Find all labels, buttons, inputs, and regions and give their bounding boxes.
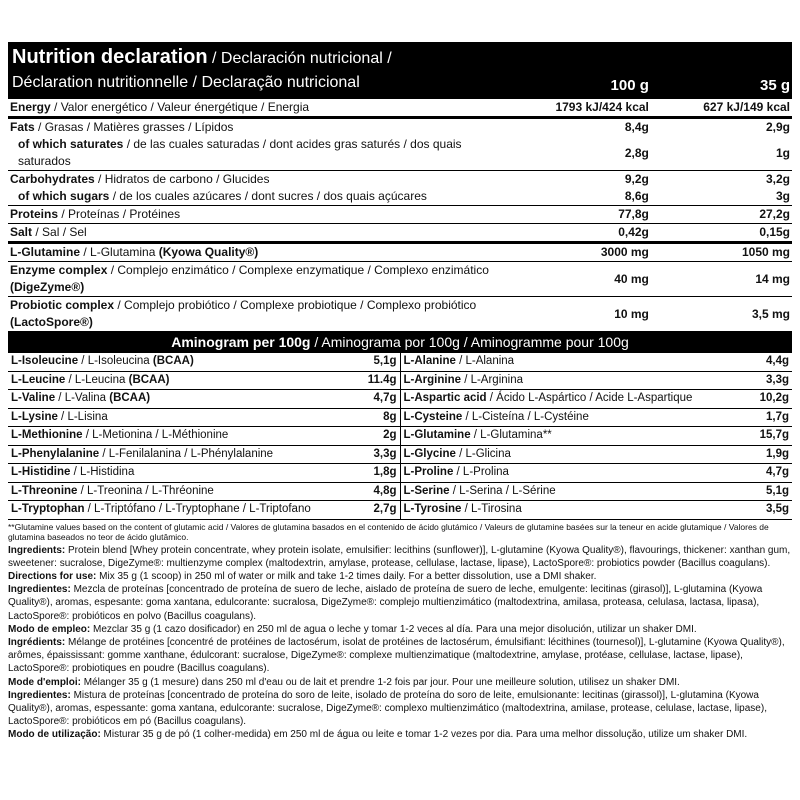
amino-name: L-Tyrosine xyxy=(403,503,462,515)
saturates-100g: 2,8g xyxy=(624,145,649,160)
aminogram-row xyxy=(8,463,400,482)
amino-name: L-Valine xyxy=(11,392,56,404)
row-sugars xyxy=(8,188,792,206)
title-bold: Nutrition declaration xyxy=(12,46,208,68)
paragraph-label: Ingredients: xyxy=(8,544,66,556)
aminogram-row xyxy=(401,426,793,445)
paragraph-text: Mix 35 g (1 scoop) in 250 ml of water or milk and take 1-2 times daily. For a better dissolution, use a DMI shaker. xyxy=(96,570,597,582)
ingredient-paragraph xyxy=(8,570,792,583)
probiotic-translations: / Complejo probiótico / Complexe probiotique / Complexo probiótico xyxy=(114,298,477,312)
sugars-35g: 3g xyxy=(775,189,790,203)
amino-translation: / L-Histidina xyxy=(70,466,135,478)
aminogram-row xyxy=(8,389,400,408)
amino-label xyxy=(404,464,509,482)
amino-name: L-Aspartic acid xyxy=(403,392,487,404)
amino-name: L-Alanine xyxy=(403,355,456,367)
energy-translations: / Valor energético / Valeur énergétique / Energia xyxy=(50,100,310,114)
aminogram-row xyxy=(8,426,400,445)
amino-value: 2g xyxy=(383,429,397,441)
amino-label xyxy=(404,446,511,464)
row-glutamine xyxy=(8,243,792,262)
amino-name: L-Arginine xyxy=(403,373,461,386)
aminogram-row xyxy=(401,408,793,427)
amino-value: 10,2g xyxy=(759,392,789,404)
paragraph-label: Ingredientes: xyxy=(8,584,71,596)
nutrition-label xyxy=(8,42,792,742)
amino-translation: / L-Alanina xyxy=(455,355,515,367)
aminogram-row xyxy=(8,353,400,371)
energy-35g: 627 kJ/149 kcal xyxy=(703,100,790,114)
sugars-label: of which sugars xyxy=(18,189,110,203)
glutamine-brand: (Kyowa Quality®) xyxy=(158,245,259,259)
aminogram-row xyxy=(401,463,793,482)
row-probiotic xyxy=(8,297,792,332)
paragraph-label: Modo de utilização: xyxy=(8,729,101,741)
amino-value: 1,7g xyxy=(765,410,789,423)
salt-label: Salt xyxy=(10,225,33,239)
amino-translation: / L-Glicina xyxy=(455,447,511,460)
probiotic-35g: 3,5 mg xyxy=(651,297,792,332)
row-proteins xyxy=(8,206,792,224)
amino-brand: (BCAA) xyxy=(109,392,151,404)
amino-value: 3,3g xyxy=(373,447,397,460)
title-rest: / Declaración nutricional / xyxy=(207,50,392,67)
paragraph-text: Misturar 35 g de pó (1 colher-medida) em 250 ml de água ou leite e tomar 1-2 vezes por dia. Para uma melhor dissolução, utilize um shaker DMI. xyxy=(100,729,748,741)
ingredient-paragraph xyxy=(8,583,792,623)
amino-label xyxy=(11,409,108,427)
row-enzyme xyxy=(8,262,792,297)
fats-label: Fats xyxy=(10,120,35,134)
enzyme-translations: / Complejo enzimático / Complexe enzymatique / Complexo enzimático xyxy=(107,263,489,277)
aminogram-row xyxy=(401,371,793,390)
sugars-translations: / de los cuales azúcares / dont sucres / dos quais açúcares xyxy=(109,189,427,203)
amino-label xyxy=(11,390,150,408)
amino-value: 3,5g xyxy=(765,503,789,515)
probiotic-label: Probiotic complex xyxy=(10,298,115,312)
aminogram-row xyxy=(8,445,400,464)
amino-label xyxy=(404,390,693,408)
proteins-35g: 27,2g xyxy=(651,206,792,224)
col-header-35g: 35 g xyxy=(651,42,792,99)
salt-translations: / Sal / Sel xyxy=(32,225,87,239)
aminogram-row xyxy=(401,445,793,464)
aminogram-title xyxy=(8,331,792,353)
saturates-35g: 1g xyxy=(775,145,790,160)
paragraph-label: Directions for use: xyxy=(8,570,97,582)
salt-100g: 0,42g xyxy=(494,224,651,243)
carbs-label: Carbohydrates xyxy=(10,172,95,186)
amino-label xyxy=(404,409,589,427)
amino-name: L-Glycine xyxy=(403,447,456,460)
amino-value: 4,8g xyxy=(373,484,397,497)
amino-value: 5,1g xyxy=(373,355,397,367)
probiotic-brand: (LactoSpore®) xyxy=(10,315,93,329)
sugars-100g: 8,6g xyxy=(624,189,649,203)
amino-value: 11.4g xyxy=(367,373,397,386)
enzyme-35g: 14 mg xyxy=(651,262,792,297)
amino-translation: / L-Metionina / L-Méthionine xyxy=(82,429,229,441)
carbs-100g: 9,2g xyxy=(494,171,651,189)
aminogram-row xyxy=(401,389,793,408)
row-salt xyxy=(8,224,792,243)
aminogram-row xyxy=(8,482,400,501)
energy-100g: 1793 kJ/424 kcal xyxy=(555,100,649,114)
aminogram-row xyxy=(8,500,400,519)
amino-translation: / L-Treonina / L-Thréonine xyxy=(77,484,214,497)
paragraph-text: Protein blend [Whey protein concentrate, whey protein isolate, emulsifier: lecithins (sunflower)], L-glutamine (Kyowa Quality®), flavourings, thickener: xanthan gum, sweetener: sucralose, DigeZyme®: multienzyme complex (maltodextrin, amylase, protease, cellulase, lactase, lipase), LactoSpore®: probiotics powder (Bacillus coagulans). xyxy=(8,544,791,569)
amino-translation: / L-Fenilalanina / L-Phénylalanine xyxy=(99,447,274,460)
glutamine-label: L-Glutamine xyxy=(10,245,81,259)
footer-text xyxy=(8,522,792,742)
amino-label xyxy=(404,483,556,501)
amino-name: L-Isoleucine xyxy=(11,355,79,367)
amino-translation: / L-Tirosina xyxy=(461,503,522,515)
fats-translations: / Grasas / Matières grasses / Lípidos xyxy=(34,120,234,134)
amino-name: L-Glutamine xyxy=(403,429,471,441)
col-header-100g: 100 g xyxy=(494,42,651,99)
proteins-label: Proteins xyxy=(10,207,59,221)
enzyme-label: Enzyme complex xyxy=(10,263,108,277)
paragraph-label: Modo de empleo: xyxy=(8,623,91,635)
aminogram-right-column xyxy=(401,353,793,519)
amino-label xyxy=(404,372,524,390)
amino-translation: / L-Lisina xyxy=(57,410,108,423)
amino-name: L-Threonine xyxy=(11,484,78,497)
amino-value: 3,3g xyxy=(765,373,789,386)
amino-value: 2,7g xyxy=(373,503,397,515)
amino-translation: / L-Serina / L-Sérine xyxy=(449,484,556,497)
paragraph-text: Mistura de proteínas [concentrado de proteína do soro de leite, isolado de proteína do soro de leite, emulsionante: lecitinas (girassol)], L-glutamina (Kyowa Quality®), aromas, espessante: goma xantana, edulcorante: sucralose, DigeZyme®: complexo multienzimático (maltodextrina, amilase, protease, celulase, lactase, lipase), LactoSpore®: probióticos em pó (Bacillus coagulans). xyxy=(8,689,767,728)
amino-value: 5,1g xyxy=(765,484,789,497)
glutamine-footnote: **Glutamine values based on the content of glutamic acid / Valores de glutamina basados en el contenido de ácido glutámico / Valeurs de glutamine basées sur la teneur en acide glutamique / Valores de glutamina baseados no teor de ácido glutâmico. xyxy=(8,521,769,542)
row-energy xyxy=(8,99,792,118)
nutrition-table xyxy=(8,42,792,331)
ingredient-paragraph xyxy=(8,689,792,729)
aminogram-row xyxy=(8,371,400,390)
proteins-translations: / Proteínas / Protéines xyxy=(58,207,181,221)
carbs-35g: 3,2g xyxy=(651,171,792,189)
enzyme-100g: 40 mg xyxy=(494,262,651,297)
amino-value: 8g xyxy=(383,410,397,423)
table-header xyxy=(8,42,792,99)
amino-translation: / L-Triptófano / L-Tryptophane / L-Triptofano xyxy=(84,503,311,515)
amino-translation: / L-Valina xyxy=(55,392,110,404)
aminogram-row xyxy=(401,482,793,501)
ingredient-paragraph xyxy=(8,544,792,570)
saturates-label: of which saturates xyxy=(18,137,124,151)
amino-translation: / L-Leucina xyxy=(65,373,129,386)
amino-label xyxy=(11,501,311,519)
salt-35g: 0,15g xyxy=(651,224,792,243)
amino-label xyxy=(11,446,273,464)
amino-translation: / L-Arginina xyxy=(461,373,524,386)
paragraph-text: Mélange de protéines [concentré de protéines de lactosérum, isolat de protéines de lactosérum, émulsifiant: lécithines (tournesol)], L-glutamine (Kyowa Quality®), arômes, épaississant: gomme xanthane, édulcorant: sucralose, DigeZyme®: complexe multienzimatique (maltodextrine, amylase, protéase, cellulase, lactase, lipase), LactoSpore®: probiotiques en poudre (Bacillus coagulans). xyxy=(8,636,785,675)
amino-value: 15,7g xyxy=(759,429,789,441)
amino-name: L-Serine xyxy=(403,484,450,497)
paragraph-label: Ingredientes: xyxy=(8,689,71,701)
ingredient-paragraph xyxy=(8,728,792,741)
amino-label xyxy=(404,427,552,445)
ingredient-paragraph xyxy=(8,676,792,689)
amino-value: 1,9g xyxy=(765,447,789,460)
aminogram-table xyxy=(8,353,792,520)
amino-label xyxy=(404,501,522,519)
amino-value: 4,4g xyxy=(765,355,789,367)
carbs-translations: / Hidratos de carbono / Glucides xyxy=(94,172,270,186)
amino-brand: (BCAA) xyxy=(152,355,194,367)
amino-name: L-Leucine xyxy=(11,373,66,386)
amino-name: L-Cysteine xyxy=(403,410,463,423)
energy-label: Energy xyxy=(10,100,51,114)
row-carbs xyxy=(8,171,792,189)
amino-name: L-Phenylalanine xyxy=(11,447,100,460)
fats-100g: 8,4g xyxy=(494,118,651,137)
glutamine-100g: 3000 mg xyxy=(494,243,651,262)
aminogram-row xyxy=(8,408,400,427)
glutamine-translations: / L-Glutamina xyxy=(80,245,159,259)
aminogram-title-bold: Aminogram per 100g xyxy=(171,334,311,350)
saturates-translations: / de las cuales saturadas / dont acides gras saturés / dos quais saturados xyxy=(18,137,462,168)
amino-label xyxy=(11,464,134,482)
amino-name: L-Histidine xyxy=(11,466,71,478)
amino-name: L-Tryptophan xyxy=(11,503,85,515)
amino-translation: / L-Prolina xyxy=(453,466,509,478)
paragraph-label: Ingrédients: xyxy=(8,636,66,648)
amino-brand: (BCAA) xyxy=(128,373,170,386)
aminogram-row xyxy=(401,353,793,371)
proteins-100g: 77,8g xyxy=(494,206,651,224)
enzyme-brand: (DigeZyme®) xyxy=(10,280,85,294)
amino-label xyxy=(404,353,515,371)
probiotic-100g: 10 mg xyxy=(494,297,651,332)
amino-name: L-Proline xyxy=(403,466,454,478)
amino-value: 4,7g xyxy=(765,466,789,478)
aminogram-left-column xyxy=(8,353,401,519)
amino-label xyxy=(11,483,214,501)
amino-label xyxy=(11,353,194,371)
amino-value: 4,7g xyxy=(373,392,397,404)
ingredient-paragraph xyxy=(8,636,792,676)
amino-translation: / L-Cisteína / L-Cystéine xyxy=(462,410,589,423)
paragraph-text: Mezclar 35 g (1 cazo dosificador) en 250 ml de agua o leche y tomar 1-2 veces al día. Para una mejor disolución, utilizar un shaker DMI. xyxy=(90,623,697,635)
row-saturates xyxy=(8,136,792,171)
amino-translation: / L-Isoleucina xyxy=(78,355,153,367)
amino-name: L-Lysine xyxy=(11,410,58,423)
aminogram-title-rest: / Aminograma por 100g / Aminogramme pour 100g xyxy=(310,334,629,350)
paragraph-text: Mélanger 35 g (1 mesure) dans 250 ml d'eau ou de lait et prendre 1-2 fois par jour. Pour une meilleure solution, utilisez un shaker DMI. xyxy=(80,676,680,688)
amino-value: 1,8g xyxy=(373,466,397,478)
glutamine-35g: 1050 mg xyxy=(651,243,792,262)
ingredient-paragraphs xyxy=(8,544,792,742)
amino-name: L-Methionine xyxy=(11,429,83,441)
amino-translation: / Ácido L-Aspártico / Acide L-Aspartique xyxy=(486,392,693,404)
paragraph-text: Mezcla de proteínas [concentrado de proteína de suero de leche, aislado de proteína de suero de leche, emulgente: lecitinas (girasol)], L-glutamina (Kyowa Quality®), aromas, espesante: goma xantana, edulcorante: sucralosa, DigeZyme®: complejo multienzimático (maltodextrina, amilasa, proteasa, celulasa, lactasa, lipasa), LactoSpore®: probióticos en polvo (Bacillus coagulans). xyxy=(8,584,763,622)
row-fats xyxy=(8,118,792,137)
title-line2: Déclaration nutritionnelle / Declaração nutricional xyxy=(12,74,360,91)
amino-translation: / L-Glutamina** xyxy=(470,429,552,441)
fats-35g: 2,9g xyxy=(651,118,792,137)
amino-label xyxy=(11,372,170,390)
ingredient-paragraph xyxy=(8,623,792,636)
amino-label xyxy=(11,427,228,445)
aminogram-row xyxy=(401,500,793,519)
paragraph-label: Mode d'emploi: xyxy=(8,676,81,688)
